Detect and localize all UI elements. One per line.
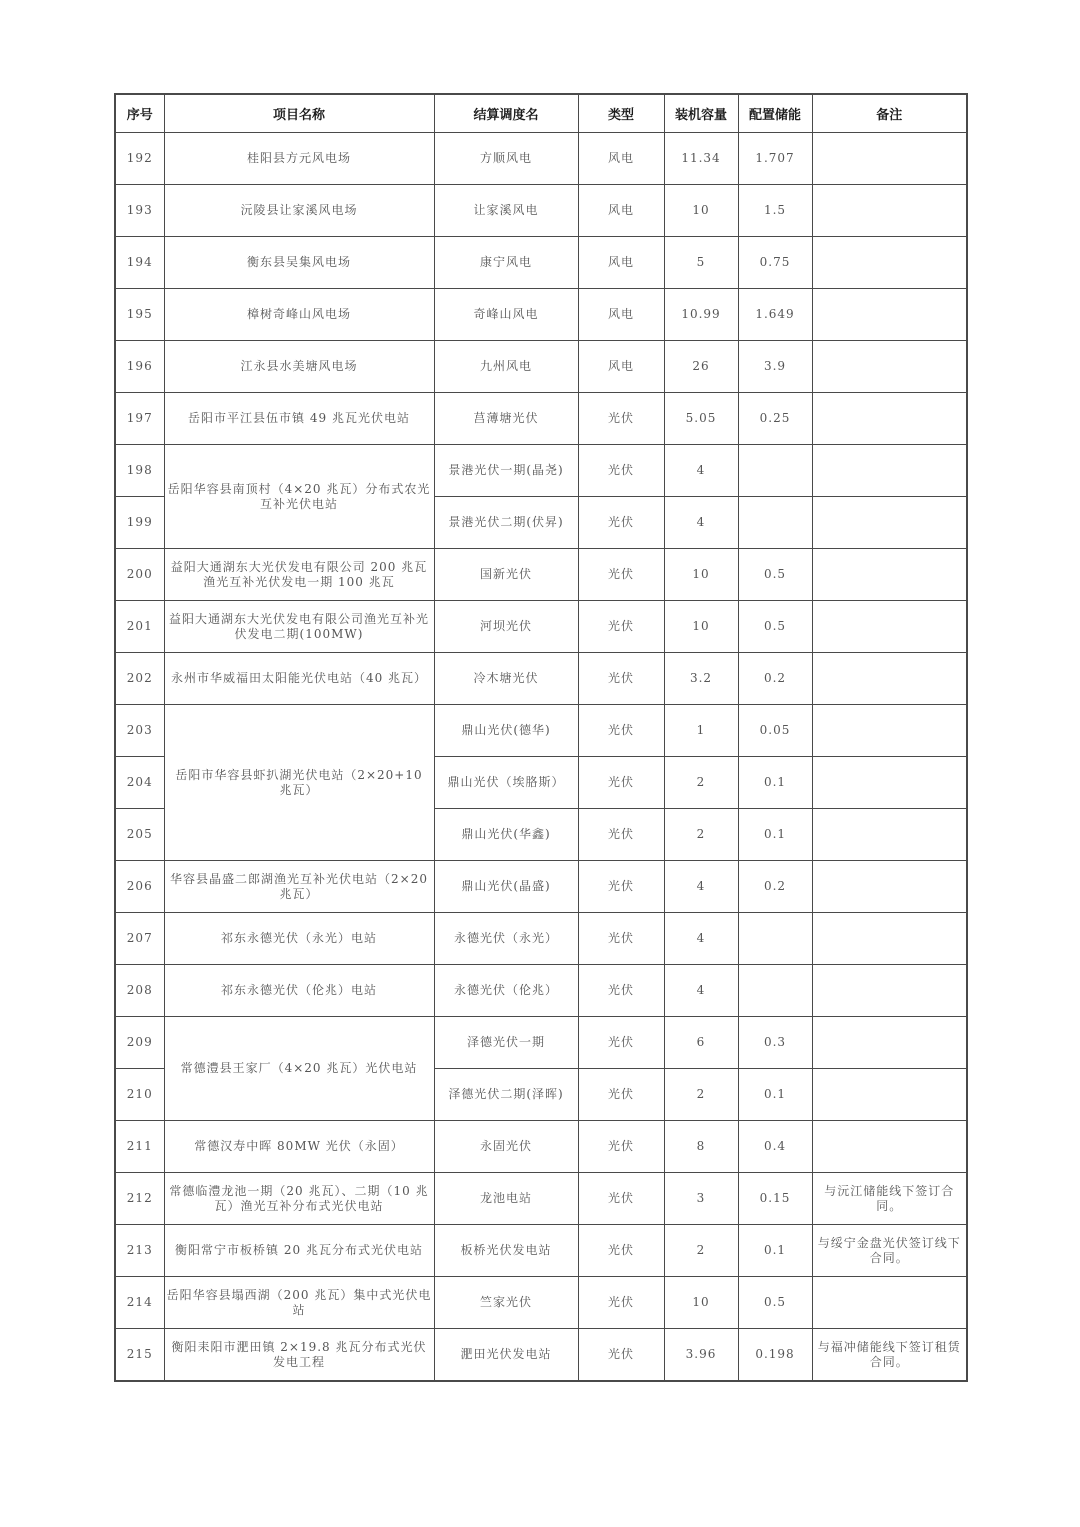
cell-type: 风电: [578, 289, 664, 341]
table-row: [115, 237, 967, 289]
table-row: [115, 445, 967, 497]
cell-dispatch-name: 冷木塘光伏: [434, 653, 578, 705]
table-row: [115, 1329, 967, 1382]
cell-capacity: 3.96: [664, 1329, 738, 1382]
cell-index: 211: [115, 1121, 164, 1173]
cell-capacity: 10: [664, 601, 738, 653]
cell-remarks: [812, 601, 967, 653]
cell-type: 光伏: [578, 549, 664, 601]
cell-index: 203: [115, 705, 164, 757]
cell-capacity: 10.99: [664, 289, 738, 341]
cell-remarks: [812, 809, 967, 861]
cell-type: 光伏: [578, 497, 664, 549]
cell-capacity: 2: [664, 1069, 738, 1121]
cell-type: 光伏: [578, 1225, 664, 1277]
cell-project-name: 华容县晶盛二郎湖渔光互补光伏电站（2×20 兆瓦）: [164, 861, 434, 913]
cell-capacity: 6: [664, 1017, 738, 1069]
cell-project-name: 江永县水美塘风电场: [164, 341, 434, 393]
cell-index: 204: [115, 757, 164, 809]
cell-type: 光伏: [578, 1173, 664, 1225]
cell-index: 205: [115, 809, 164, 861]
cell-type: 光伏: [578, 913, 664, 965]
cell-capacity: 10: [664, 185, 738, 237]
cell-remarks: [812, 341, 967, 393]
cell-storage: 0.4: [738, 1121, 812, 1173]
cell-type: 光伏: [578, 1121, 664, 1173]
cell-dispatch-name: 国新光伏: [434, 549, 578, 601]
cell-project-name: 常德临澧龙池一期（20 兆瓦）、二期（10 兆瓦）渔光互补分布式光伏电站: [164, 1173, 434, 1225]
cell-type: 光伏: [578, 861, 664, 913]
cell-remarks: [812, 757, 967, 809]
cell-capacity: 3: [664, 1173, 738, 1225]
cell-capacity: 4: [664, 497, 738, 549]
cell-remarks: [812, 1069, 967, 1121]
table-row: [115, 133, 967, 185]
cell-type: 光伏: [578, 601, 664, 653]
cell-capacity: 4: [664, 965, 738, 1017]
cell-project-name: 樟树奇峰山风电场: [164, 289, 434, 341]
cell-remarks: 与绥宁金盘光伏签订线下合同。: [812, 1225, 967, 1277]
cell-storage: 0.2: [738, 861, 812, 913]
cell-dispatch-name: 九州风电: [434, 341, 578, 393]
cell-project-name: 衡阳常宁市板桥镇 20 兆瓦分布式光伏电站: [164, 1225, 434, 1277]
cell-capacity: 26: [664, 341, 738, 393]
project-storage-table: [114, 93, 968, 1382]
table-row: [115, 289, 967, 341]
cell-storage: 0.5: [738, 1277, 812, 1329]
cell-project-name: 益阳大通湖东大光伏发电有限公司 200 兆瓦渔光互补光伏发电一期 100 兆瓦: [164, 549, 434, 601]
cell-storage: 0.5: [738, 549, 812, 601]
cell-dispatch-name: 鼎山光伏（埃胳斯）: [434, 757, 578, 809]
cell-index: 202: [115, 653, 164, 705]
table-row: [115, 913, 967, 965]
table-header-row: [115, 94, 967, 133]
table-row: [115, 341, 967, 393]
table-row: [115, 861, 967, 913]
cell-remarks: [812, 1121, 967, 1173]
cell-storage: 0.1: [738, 757, 812, 809]
cell-storage: 1.707: [738, 133, 812, 185]
cell-remarks: [812, 913, 967, 965]
cell-index: 192: [115, 133, 164, 185]
header-remarks: 备注: [812, 94, 967, 133]
cell-index: 193: [115, 185, 164, 237]
cell-index: 214: [115, 1277, 164, 1329]
cell-project-name: 祁东永德光伏（永光）电站: [164, 913, 434, 965]
cell-remarks: 与福冲储能线下签订租赁合同。: [812, 1329, 967, 1382]
cell-capacity: 4: [664, 445, 738, 497]
cell-storage: [738, 965, 812, 1017]
cell-capacity: 5: [664, 237, 738, 289]
cell-dispatch-name: 永德光伏（伦兆）: [434, 965, 578, 1017]
cell-type: 光伏: [578, 705, 664, 757]
table-row: [115, 393, 967, 445]
cell-capacity: 2: [664, 809, 738, 861]
cell-index: 207: [115, 913, 164, 965]
cell-capacity: 2: [664, 757, 738, 809]
cell-project-name: 沅陵县让家溪风电场: [164, 185, 434, 237]
cell-storage: 0.75: [738, 237, 812, 289]
cell-capacity: 2: [664, 1225, 738, 1277]
cell-storage: 1.5: [738, 185, 812, 237]
cell-dispatch-name: 竺家光伏: [434, 1277, 578, 1329]
cell-index: 206: [115, 861, 164, 913]
cell-storage: 0.1: [738, 1225, 812, 1277]
cell-type: 光伏: [578, 965, 664, 1017]
cell-project-name: 永州市华威福田太阳能光伏电站（40 兆瓦）: [164, 653, 434, 705]
cell-index: 200: [115, 549, 164, 601]
cell-index: 208: [115, 965, 164, 1017]
cell-dispatch-name: 莒薄塘光伏: [434, 393, 578, 445]
cell-project-name-merged: 岳阳市华容县虾扒湖光伏电站（2×20+10 兆瓦）: [164, 705, 434, 861]
cell-capacity: 4: [664, 913, 738, 965]
cell-capacity: 10: [664, 1277, 738, 1329]
table-row: [115, 185, 967, 237]
cell-storage: 3.9: [738, 341, 812, 393]
header-type: 类型: [578, 94, 664, 133]
cell-capacity: 5.05: [664, 393, 738, 445]
cell-index: 197: [115, 393, 164, 445]
header-storage: 配置储能: [738, 94, 812, 133]
cell-capacity: 4: [664, 861, 738, 913]
cell-dispatch-name: 永固光伏: [434, 1121, 578, 1173]
cell-remarks: [812, 497, 967, 549]
cell-storage: 0.15: [738, 1173, 812, 1225]
cell-project-name-merged: 岳阳华容县南顶村（4×20 兆瓦）分布式农光互补光伏电站: [164, 445, 434, 549]
cell-capacity: 10: [664, 549, 738, 601]
cell-type: 风电: [578, 185, 664, 237]
cell-remarks: [812, 185, 967, 237]
cell-remarks: [812, 445, 967, 497]
cell-dispatch-name: 永德光伏（永光）: [434, 913, 578, 965]
cell-dispatch-name: 鼎山光伏(华鑫): [434, 809, 578, 861]
cell-index: 194: [115, 237, 164, 289]
cell-capacity: 3.2: [664, 653, 738, 705]
cell-remarks: [812, 1277, 967, 1329]
cell-dispatch-name: 鼎山光伏(晶盛): [434, 861, 578, 913]
cell-project-name: 岳阳市平江县伍市镇 49 兆瓦光伏电站: [164, 393, 434, 445]
header-index: 序号: [115, 94, 164, 133]
cell-dispatch-name: 景港光伏二期(伏昇): [434, 497, 578, 549]
cell-remarks: [812, 237, 967, 289]
cell-storage: 0.5: [738, 601, 812, 653]
table-row: [115, 1017, 967, 1069]
cell-project-name: 岳阳华容县塌西湖（200 兆瓦）集中式光伏电站: [164, 1277, 434, 1329]
cell-index: 213: [115, 1225, 164, 1277]
cell-dispatch-name: 板桥光伏发电站: [434, 1225, 578, 1277]
cell-type: 光伏: [578, 809, 664, 861]
cell-type: 光伏: [578, 1277, 664, 1329]
cell-storage: [738, 497, 812, 549]
cell-remarks: [812, 1017, 967, 1069]
cell-dispatch-name: 奇峰山风电: [434, 289, 578, 341]
cell-remarks: 与沅江储能线下签订合同。: [812, 1173, 967, 1225]
cell-index: 201: [115, 601, 164, 653]
cell-type: 光伏: [578, 1069, 664, 1121]
cell-type: 光伏: [578, 757, 664, 809]
cell-index: 215: [115, 1329, 164, 1382]
cell-type: 光伏: [578, 393, 664, 445]
cell-dispatch-name: 泽德光伏一期: [434, 1017, 578, 1069]
cell-project-name: 常德汉寿中晖 80MW 光伏（永固）: [164, 1121, 434, 1173]
header-project-name: 项目名称: [164, 94, 434, 133]
cell-dispatch-name: 泽德光伏二期(泽晖): [434, 1069, 578, 1121]
cell-project-name: 益阳大通湖东大光伏发电有限公司渔光互补光伏发电二期(100MW): [164, 601, 434, 653]
cell-dispatch-name: 河坝光伏: [434, 601, 578, 653]
cell-storage: 0.05: [738, 705, 812, 757]
cell-type: 风电: [578, 341, 664, 393]
table-row: [115, 1173, 967, 1225]
table-row: [115, 965, 967, 1017]
cell-dispatch-name: 淝田光伏发电站: [434, 1329, 578, 1382]
cell-project-name: 祁东永德光伏（伦兆）电站: [164, 965, 434, 1017]
cell-index: 212: [115, 1173, 164, 1225]
cell-index: 210: [115, 1069, 164, 1121]
cell-storage: 0.25: [738, 393, 812, 445]
cell-project-name: 桂阳县方元风电场: [164, 133, 434, 185]
cell-storage: [738, 913, 812, 965]
cell-type: 风电: [578, 133, 664, 185]
cell-remarks: [812, 289, 967, 341]
cell-storage: 0.3: [738, 1017, 812, 1069]
cell-storage: 0.198: [738, 1329, 812, 1382]
table-row: [115, 653, 967, 705]
cell-dispatch-name: 鼎山光伏(德华): [434, 705, 578, 757]
cell-type: 光伏: [578, 1329, 664, 1382]
cell-index: 198: [115, 445, 164, 497]
table-row: [115, 1277, 967, 1329]
cell-remarks: [812, 861, 967, 913]
cell-capacity: 1: [664, 705, 738, 757]
table-row: [115, 549, 967, 601]
cell-capacity: 11.34: [664, 133, 738, 185]
cell-storage: [738, 445, 812, 497]
header-capacity: 装机容量: [664, 94, 738, 133]
cell-storage: 1.649: [738, 289, 812, 341]
table-row: [115, 705, 967, 757]
table-row: [115, 601, 967, 653]
cell-storage: 0.2: [738, 653, 812, 705]
cell-project-name: 衡东县吴集风电场: [164, 237, 434, 289]
cell-type: 光伏: [578, 1017, 664, 1069]
cell-capacity: 8: [664, 1121, 738, 1173]
cell-index: 199: [115, 497, 164, 549]
cell-dispatch-name: 方顺风电: [434, 133, 578, 185]
cell-remarks: [812, 393, 967, 445]
cell-index: 196: [115, 341, 164, 393]
cell-type: 风电: [578, 237, 664, 289]
cell-remarks: [812, 653, 967, 705]
cell-remarks: [812, 549, 967, 601]
cell-dispatch-name: 景港光伏一期(晶尧): [434, 445, 578, 497]
cell-index: 209: [115, 1017, 164, 1069]
cell-dispatch-name: 让家溪风电: [434, 185, 578, 237]
cell-dispatch-name: 康宁风电: [434, 237, 578, 289]
cell-dispatch-name: 龙池电站: [434, 1173, 578, 1225]
cell-remarks: [812, 133, 967, 185]
cell-type: 光伏: [578, 445, 664, 497]
table-row: [115, 1121, 967, 1173]
cell-project-name: 衡阳耒阳市淝田镇 2×19.8 兆瓦分布式光伏发电工程: [164, 1329, 434, 1382]
cell-storage: 0.1: [738, 809, 812, 861]
cell-index: 195: [115, 289, 164, 341]
header-dispatch-name: 结算调度名: [434, 94, 578, 133]
cell-remarks: [812, 705, 967, 757]
table-row: [115, 1225, 967, 1277]
cell-storage: 0.1: [738, 1069, 812, 1121]
cell-project-name-merged: 常德澧县王家厂（4×20 兆瓦）光伏电站: [164, 1017, 434, 1121]
cell-type: 光伏: [578, 653, 664, 705]
cell-remarks: [812, 965, 967, 1017]
